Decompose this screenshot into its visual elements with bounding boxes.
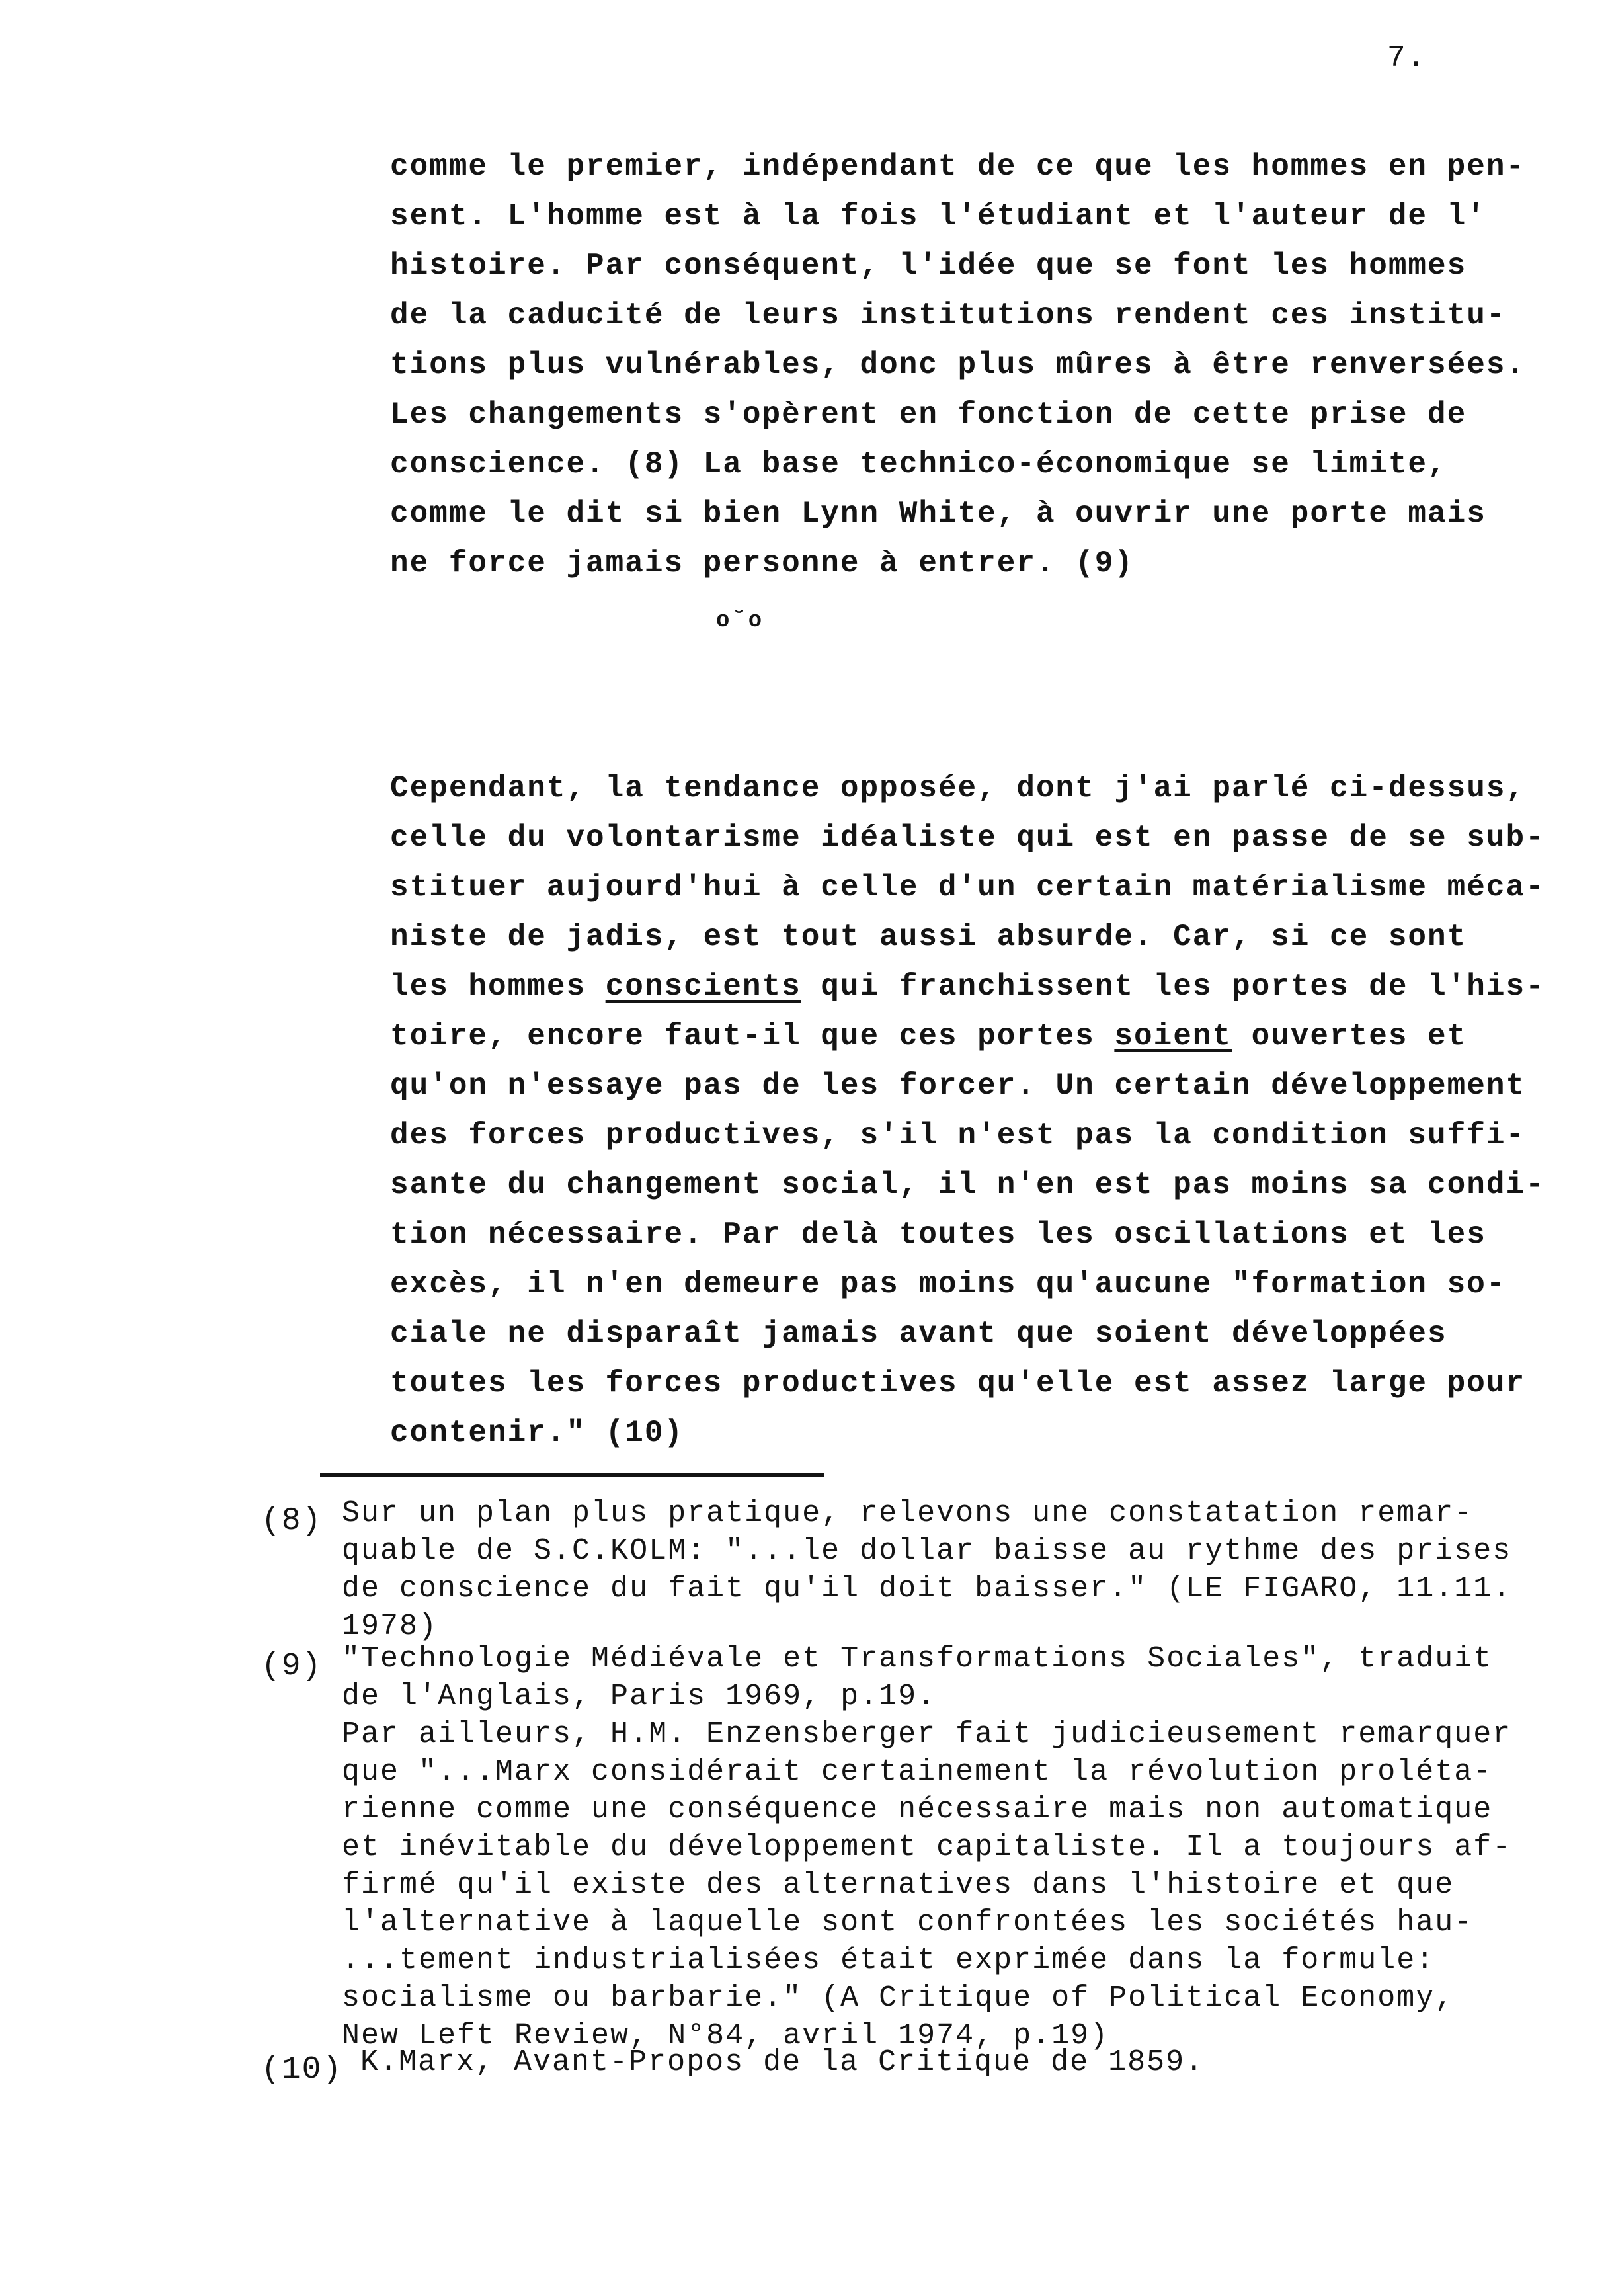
- paragraph-line: ne force jamais personne à entrer. (9): [390, 546, 1134, 581]
- line-text: qui franchissent les portes de l'his-: [801, 969, 1545, 1004]
- page-number: 7.: [1387, 41, 1427, 75]
- underlined-word: soient: [1114, 1019, 1232, 1053]
- paragraph-line: comme le premier, indépendant de ce que les hommes en pen-: [390, 149, 1526, 184]
- footnote-line: K.Marx, Avant-Propos de la Critique de 1859.: [360, 2045, 1205, 2079]
- footnote-line: quable de S.C.KOLM: "...le dollar baisse au rythme des prises: [342, 1534, 1512, 1568]
- paragraph-line: des forces productives, s'il n'est pas la condition suffi-: [390, 1118, 1526, 1153]
- paragraph-line: niste de jadis, est tout aussi absurde. Car, si ce sont: [390, 920, 1467, 954]
- footnote-line: de conscience du fait qu'il doit baisser." (LE FIGARO, 11.11.: [342, 1572, 1512, 1606]
- footnote-line: l'alternative à laquelle sont confrontées les sociétés hau-: [342, 1906, 1474, 1940]
- footnote-line: firmé qu'il existe des alternatives dans l'histoire et que: [342, 1868, 1455, 1902]
- line-text: ouvertes et: [1232, 1019, 1467, 1053]
- paragraph-line: qu'on n'essaye pas de les forcer. Un certain développement: [390, 1069, 1526, 1103]
- paragraph-line: histoire. Par conséquent, l'idée que se font les hommes: [390, 249, 1467, 283]
- footnote-number: (10): [261, 2052, 343, 2088]
- paragraph-line: [390, 962, 1600, 1012]
- paragraph-line: Cependant, la tendance opposée, dont j'ai parlé ci-dessus,: [390, 771, 1526, 805]
- footnote-line: Sur un plan plus pratique, relevons une constatation remar-: [342, 1496, 1474, 1530]
- footnote-line: et inévitable du développement capitaliste. Il a toujours af-: [342, 1830, 1512, 1864]
- footnote-line: 1978): [342, 1610, 438, 1643]
- footnote-line: ...tement industrialisées était exprimée dans la formule:: [342, 1944, 1435, 1977]
- footnote-separator: [320, 1473, 824, 1477]
- paragraph-line: excès, il n'en demeure pas moins qu'aucune "formation so-: [390, 1267, 1506, 1301]
- paragraph-line: sante du changement social, il n'en est pas moins sa condi-: [390, 1168, 1545, 1202]
- footnote-line: de l'Anglais, Paris 1969, p.19.: [342, 1680, 937, 1713]
- paragraph-line: tions plus vulnérables, donc plus mûres à être renversées.: [390, 348, 1526, 382]
- underlined-word: conscients: [605, 969, 801, 1004]
- footnote-body: [342, 1640, 1511, 2055]
- paragraph-line: stituer aujourd'hui à celle d'un certain matérialisme méca-: [390, 870, 1545, 905]
- footnote-line: "Technologie Médiévale et Transformations Sociales", traduit: [342, 1642, 1493, 1676]
- section-divider: o˘o: [716, 608, 765, 634]
- paragraph-line: toutes les forces productives qu'elle est assez large pour: [390, 1366, 1526, 1401]
- footnote-line: rienne comme une conséquence nécessaire mais non automatique: [342, 1793, 1493, 1826]
- footnote-line: que "...Marx considérait certainement la révolution proléta-: [342, 1755, 1493, 1789]
- line-text: les hommes: [390, 969, 606, 1004]
- footnote-number: (9): [261, 1649, 323, 1684]
- paragraph-line: contenir." (10): [390, 1416, 684, 1450]
- footnote-body: [342, 1495, 1511, 1645]
- footnote-number: (8): [261, 1503, 323, 1539]
- paragraph-line: ciale ne disparaît jamais avant que soient développées: [390, 1317, 1447, 1351]
- paragraph-2: [390, 764, 1600, 1458]
- paragraph-line: [390, 1012, 1600, 1061]
- paragraph-line: celle du volontarisme idéaliste qui est en passe de se sub-: [390, 821, 1545, 855]
- footnote-body: [360, 2043, 1204, 2081]
- paragraph-line: Les changements s'opèrent en fonction de cette prise de: [390, 397, 1467, 432]
- footnote-line: Par ailleurs, H.M. Enzensberger fait judicieusement remarquer: [342, 1717, 1512, 1751]
- paragraph-line: comme le dit si bien Lynn White, à ouvrir une porte mais: [390, 497, 1486, 531]
- footnote-line: socialisme ou barbarie." (A Critique of Political Economy,: [342, 1981, 1455, 2015]
- paragraph-line: conscience. (8) La base technico-économique se limite,: [390, 447, 1447, 481]
- footnote-line: New Left Review, N°84, avril 1974, p.19): [342, 2019, 1109, 2053]
- paragraph-1: [390, 142, 1600, 589]
- line-text: toire, encore faut-il que ces portes: [390, 1019, 1115, 1053]
- paragraph-line: de la caducité de leurs institutions rendent ces institu-: [390, 298, 1506, 333]
- paragraph-line: sent. L'homme est à la fois l'étudiant et l'auteur de l': [390, 199, 1486, 233]
- paragraph-line: tion nécessaire. Par delà toutes les oscillations et les: [390, 1217, 1486, 1252]
